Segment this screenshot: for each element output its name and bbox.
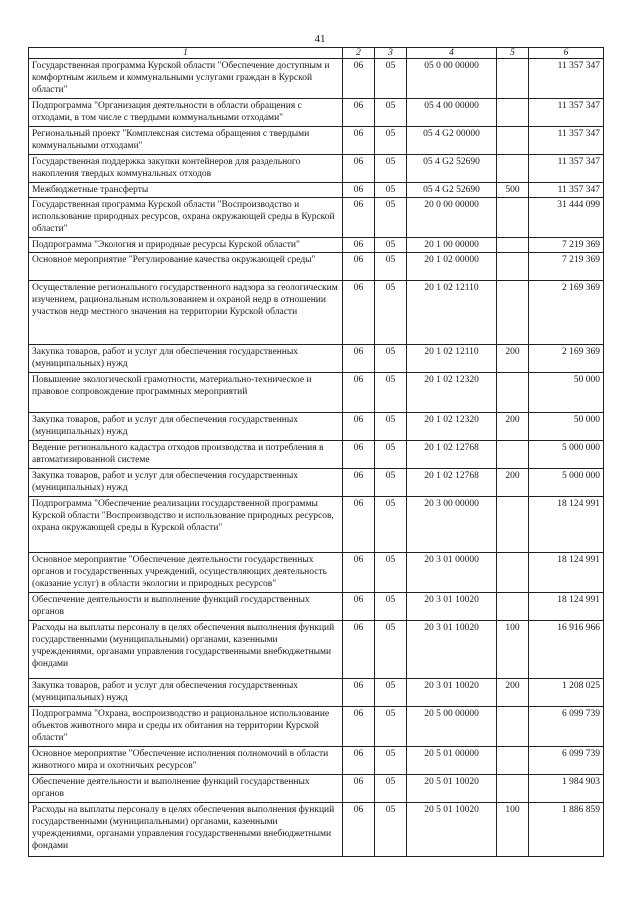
row-program-code: 20 3 01 00000 — [407, 553, 497, 593]
table-row — [29, 99, 604, 127]
row-name: Подпрограмма "Охрана, воспроизводство и рациональное использование объектов животного мира и среды их обитания на территории Курской области" — [29, 707, 343, 747]
row-section-code: 05 — [375, 155, 407, 183]
row-amount: 1 208 025 — [529, 679, 604, 707]
row-expense-type — [497, 127, 529, 155]
row-program-code: 05 0 00 00000 — [407, 59, 497, 99]
table-row — [29, 253, 604, 281]
table-row — [29, 621, 604, 679]
row-amount: 11 357 347 — [529, 59, 604, 99]
table-row — [29, 679, 604, 707]
row-expense-type: 500 — [497, 183, 529, 198]
row-name: Закупка товаров, работ и услуг для обеспечения государственных (муниципальных) нужд — [29, 469, 343, 497]
table-row — [29, 775, 604, 803]
row-expense-type — [497, 281, 529, 345]
row-section-code: 05 — [375, 253, 407, 281]
table-row — [29, 707, 604, 747]
table-row — [29, 59, 604, 99]
row-expense-type: 100 — [497, 621, 529, 679]
table-row — [29, 747, 604, 775]
row-name: Государственная программа Курской области "Воспроизводство и использование природных ресурсов, охрана окружающей среды в Курской области" — [29, 198, 343, 238]
row-section-code: 05 — [375, 679, 407, 707]
row-program-code: 20 0 00 00000 — [407, 198, 497, 238]
row-program-code: 20 5 01 10020 — [407, 775, 497, 803]
table-row — [29, 497, 604, 553]
row-ministry-code: 06 — [343, 373, 375, 413]
row-ministry-code: 06 — [343, 281, 375, 345]
row-amount: 50 000 — [529, 373, 604, 413]
table-row — [29, 441, 604, 469]
row-name: Обеспечение деятельности и выполнение функций государственных органов — [29, 775, 343, 803]
table-row — [29, 238, 604, 253]
row-program-code: 20 5 01 10020 — [407, 803, 497, 857]
row-section-code: 05 — [375, 183, 407, 198]
row-name: Ведение регионального кадастра отходов производства и потребления в автоматизированной системе — [29, 441, 343, 469]
row-amount: 5 000 000 — [529, 469, 604, 497]
row-ministry-code: 06 — [343, 593, 375, 621]
row-expense-type — [497, 253, 529, 281]
row-section-code: 05 — [375, 497, 407, 553]
row-amount: 1 886 859 — [529, 803, 604, 857]
row-program-code: 20 3 01 10020 — [407, 679, 497, 707]
row-amount: 11 357 347 — [529, 183, 604, 198]
row-program-code: 20 1 02 12768 — [407, 469, 497, 497]
table-row — [29, 593, 604, 621]
page-number: 41 — [314, 33, 326, 45]
column-header: 3 — [375, 48, 407, 59]
row-ministry-code: 06 — [343, 775, 375, 803]
row-ministry-code: 06 — [343, 155, 375, 183]
row-expense-type — [497, 198, 529, 238]
column-header: 6 — [529, 48, 604, 59]
row-ministry-code: 06 — [343, 553, 375, 593]
row-ministry-code: 06 — [343, 803, 375, 857]
row-name: Закупка товаров, работ и услуг для обеспечения государственных (муниципальных) нужд — [29, 679, 343, 707]
row-ministry-code: 06 — [343, 707, 375, 747]
row-ministry-code: 06 — [343, 747, 375, 775]
row-section-code: 05 — [375, 469, 407, 497]
row-program-code: 05 4 G2 52690 — [407, 155, 497, 183]
row-program-code: 20 3 01 10020 — [407, 593, 497, 621]
row-ministry-code: 06 — [343, 99, 375, 127]
column-header: 2 — [343, 48, 375, 59]
row-section-code: 05 — [375, 593, 407, 621]
row-section-code: 05 — [375, 99, 407, 127]
row-name: Закупка товаров, работ и услуг для обеспечения государственных (муниципальных) нужд — [29, 345, 343, 373]
row-expense-type — [497, 553, 529, 593]
row-name: Обеспечение деятельности и выполнение функций государственных органов — [29, 593, 343, 621]
row-name: Основное мероприятие "Обеспечение деятельности государственных органов и государственных учреждений, осуществляющих деятельность (оказание услуг) в области экологии и природных ресурсов" — [29, 553, 343, 593]
row-name: Расходы на выплаты персоналу в целях обеспечения выполнения функций государственными (муниципальными) органами, казенными учреждениями, органами управления государственными внебюджетными фондами — [29, 803, 343, 857]
row-amount: 18 124 991 — [529, 497, 604, 553]
row-amount: 6 099 739 — [529, 707, 604, 747]
row-amount: 2 169 369 — [529, 281, 604, 345]
row-program-code: 20 1 02 12320 — [407, 413, 497, 441]
column-header: 5 — [497, 48, 529, 59]
row-ministry-code: 06 — [343, 198, 375, 238]
row-amount: 18 124 991 — [529, 593, 604, 621]
row-expense-type — [497, 593, 529, 621]
column-header: 1 — [29, 48, 343, 59]
row-ministry-code: 06 — [343, 59, 375, 99]
row-program-code: 20 1 02 12110 — [407, 345, 497, 373]
row-ministry-code: 06 — [343, 127, 375, 155]
row-program-code: 05 4 G2 52690 — [407, 183, 497, 198]
table-row — [29, 553, 604, 593]
row-amount: 16 916 966 — [529, 621, 604, 679]
row-program-code: 20 1 02 12768 — [407, 441, 497, 469]
table-row — [29, 413, 604, 441]
row-name: Расходы на выплаты персоналу в целях обеспечения выполнения функций государственными (муниципальными) органами, казенными учреждениями, органами управления государственными внебюджетными фондами — [29, 621, 343, 679]
row-expense-type — [497, 441, 529, 469]
row-expense-type: 200 — [497, 345, 529, 373]
row-amount: 11 357 347 — [529, 99, 604, 127]
row-name: Осуществление регионального государственного надзора за геологическим изучением, рациональным использованием и охраной недр в отношении участков недр местного значения на территории Курской области — [29, 281, 343, 345]
row-amount: 7 219 369 — [529, 253, 604, 281]
row-expense-type — [497, 373, 529, 413]
row-ministry-code: 06 — [343, 238, 375, 253]
row-expense-type — [497, 238, 529, 253]
table-row — [29, 469, 604, 497]
row-section-code: 05 — [375, 127, 407, 155]
row-name: Региональный проект "Комплексная система обращения с твердыми коммунальными отходами" — [29, 127, 343, 155]
row-section-code: 05 — [375, 803, 407, 857]
row-program-code: 05 4 G2 00000 — [407, 127, 497, 155]
table-row — [29, 373, 604, 413]
row-expense-type: 100 — [497, 803, 529, 857]
row-program-code: 20 1 00 00000 — [407, 238, 497, 253]
row-program-code: 20 1 02 12320 — [407, 373, 497, 413]
row-amount: 11 357 347 — [529, 127, 604, 155]
row-expense-type — [497, 707, 529, 747]
row-amount: 2 169 369 — [529, 345, 604, 373]
row-section-code: 05 — [375, 747, 407, 775]
row-expense-type — [497, 775, 529, 803]
row-ministry-code: 06 — [343, 679, 375, 707]
row-name: Повышение экологической грамотности, материально-техническое и правовое сопровождение программных мероприятий — [29, 373, 343, 413]
row-ministry-code: 06 — [343, 413, 375, 441]
row-ministry-code: 06 — [343, 253, 375, 281]
row-name: Закупка товаров, работ и услуг для обеспечения государственных (муниципальных) нужд — [29, 413, 343, 441]
column-header: 4 — [407, 48, 497, 59]
row-expense-type: 200 — [497, 679, 529, 707]
row-amount: 31 444 099 — [529, 198, 604, 238]
row-name: Подпрограмма "Обеспечение реализации государственной программы Курской области "Воспроизводство и использование природных ресурсов, охрана окружающей среды в Курской области" — [29, 497, 343, 553]
row-ministry-code: 06 — [343, 469, 375, 497]
row-expense-type — [497, 497, 529, 553]
row-amount: 11 357 347 — [529, 155, 604, 183]
row-ministry-code: 06 — [343, 345, 375, 373]
row-name: Основное мероприятие "Обеспечение исполнения полномочий в области животного мира и охотничьих ресурсов" — [29, 747, 343, 775]
row-program-code: 20 1 02 12110 — [407, 281, 497, 345]
row-expense-type — [497, 59, 529, 99]
table-header-row — [29, 48, 604, 59]
row-section-code: 05 — [375, 441, 407, 469]
row-expense-type — [497, 747, 529, 775]
row-name: Межбюджетные трансферты — [29, 183, 343, 198]
row-section-code: 05 — [375, 59, 407, 99]
row-expense-type: 200 — [497, 469, 529, 497]
table-row — [29, 198, 604, 238]
table-row — [29, 281, 604, 345]
row-amount: 7 219 369 — [529, 238, 604, 253]
row-name: Подпрограмма "Экология и природные ресурсы Курской области" — [29, 238, 343, 253]
row-ministry-code: 06 — [343, 183, 375, 198]
row-expense-type — [497, 99, 529, 127]
row-name: Подпрограмма "Организация деятельности в области обращения с отходами, в том числе с твердыми коммунальными отходами" — [29, 99, 343, 127]
row-amount: 6 099 739 — [529, 747, 604, 775]
table-body — [29, 59, 604, 857]
row-ministry-code: 06 — [343, 497, 375, 553]
row-section-code: 05 — [375, 553, 407, 593]
row-ministry-code: 06 — [343, 441, 375, 469]
table-row — [29, 183, 604, 198]
budget-table — [28, 47, 604, 857]
row-name: Государственная программа Курской области "Обеспечение доступным и комфортным жильем и коммунальными услугами граждан в Курской области" — [29, 59, 343, 99]
row-amount: 18 124 991 — [529, 553, 604, 593]
row-section-code: 05 — [375, 621, 407, 679]
row-section-code: 05 — [375, 198, 407, 238]
table-row — [29, 127, 604, 155]
row-program-code: 20 5 01 00000 — [407, 747, 497, 775]
row-amount: 50 000 — [529, 413, 604, 441]
row-section-code: 05 — [375, 281, 407, 345]
table-row — [29, 345, 604, 373]
row-program-code: 20 5 00 00000 — [407, 707, 497, 747]
row-section-code: 05 — [375, 373, 407, 413]
row-amount: 1 984 903 — [529, 775, 604, 803]
row-section-code: 05 — [375, 775, 407, 803]
row-section-code: 05 — [375, 238, 407, 253]
row-expense-type — [497, 155, 529, 183]
row-section-code: 05 — [375, 345, 407, 373]
row-ministry-code: 06 — [343, 621, 375, 679]
row-amount: 5 000 000 — [529, 441, 604, 469]
row-program-code: 20 3 01 10020 — [407, 621, 497, 679]
row-expense-type: 200 — [497, 413, 529, 441]
row-section-code: 05 — [375, 707, 407, 747]
row-name: Основное мероприятие "Регулирование качества окружающей среды" — [29, 253, 343, 281]
table-row — [29, 155, 604, 183]
row-program-code: 05 4 00 00000 — [407, 99, 497, 127]
row-program-code: 20 1 02 00000 — [407, 253, 497, 281]
row-program-code: 20 3 00 00000 — [407, 497, 497, 553]
table-row — [29, 803, 604, 857]
row-name: Государственная поддержка закупки контейнеров для раздельного накопления твердых коммунальных отходов — [29, 155, 343, 183]
row-section-code: 05 — [375, 413, 407, 441]
